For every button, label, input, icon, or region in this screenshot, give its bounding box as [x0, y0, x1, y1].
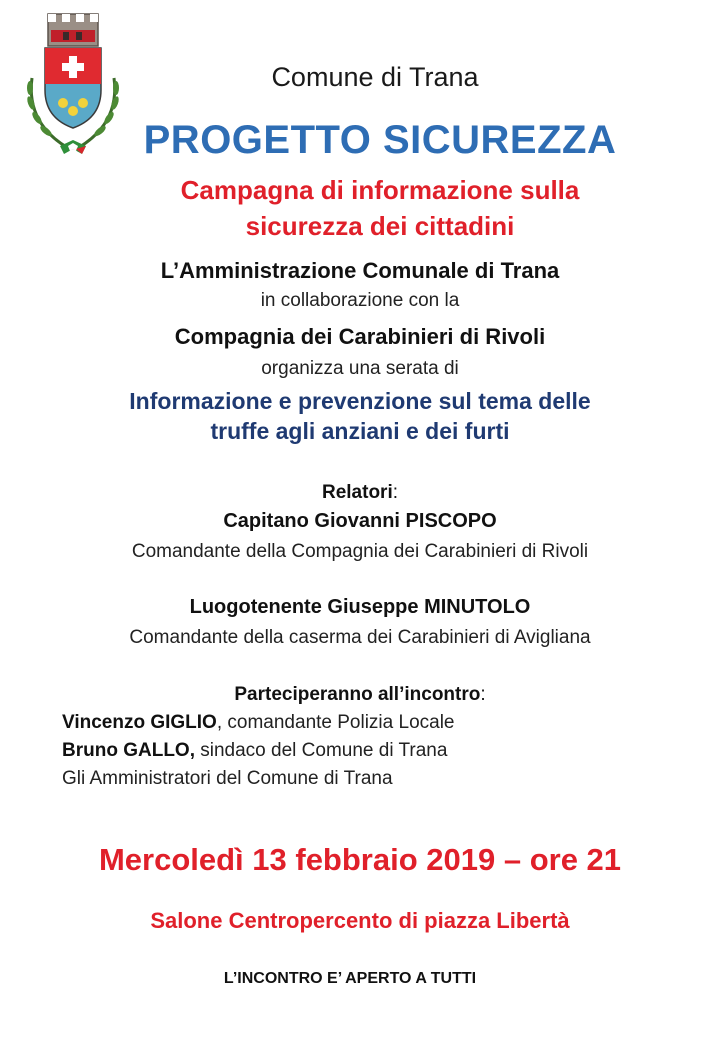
participant-1-role: , comandante Polizia Locale [216, 712, 455, 733]
participants-colon: : [480, 684, 486, 705]
speakers-heading [0, 482, 720, 504]
open-note: L’INCONTRO E’ APERTO A TUTTI [223, 970, 477, 987]
participant-2 [62, 740, 447, 762]
participants-label: Parteciperanno all’incontro [234, 684, 481, 705]
partner: Compagnia dei Carabinieri di Rivoli [174, 324, 546, 349]
participants-others: Gli Amministratori del Comune di Trana [62, 768, 393, 789]
organizes-text: organizza una serata di [261, 358, 459, 379]
topic [0, 386, 720, 446]
topic-line-1: Informazione e prevenzione sul tema delle [129, 388, 591, 414]
speakers-colon: : [392, 482, 399, 503]
organizer: L’Amministrazione Comunale di Trana [160, 258, 560, 283]
campaign-subtitle [110, 172, 650, 244]
participant-2-role: sindaco del Comune di Trana [194, 740, 448, 761]
subtitle-line-2: sicurezza dei cittadini [245, 211, 515, 241]
speaker-1-role: Comandante della Compagnia dei Carabinieri di Rivoli [131, 541, 589, 562]
speaker-1-name: Capitano Giovanni PISCOPO [223, 510, 497, 532]
collab-text: in collaborazione con la [260, 290, 460, 311]
speaker-2-role: Comandante della caserma dei Carabinieri di Avigliana [129, 627, 591, 648]
participant-2-name: Bruno GALLO, [62, 740, 195, 761]
municipality-name: Comune di Trana [271, 62, 479, 92]
participant-1-name: Vincenzo GIGLIO [62, 712, 217, 733]
participants-heading [0, 684, 720, 706]
speaker-2-name: Luogotenente Giuseppe MINUTOLO [189, 596, 531, 618]
event-date: Mercoledì 13 febbraio 2019 – ore 21 [98, 842, 622, 877]
subtitle-line-1: Campagna di informazione sulla [180, 175, 580, 205]
event-venue: Salone Centropercento di piazza Libertà [150, 908, 570, 933]
topic-line-2: truffe agli anziani e dei furti [210, 418, 510, 444]
speakers-label: Relatori [321, 482, 393, 503]
participant-1 [62, 712, 455, 734]
page-title: PROGETTO SICUREZZA [143, 118, 617, 162]
